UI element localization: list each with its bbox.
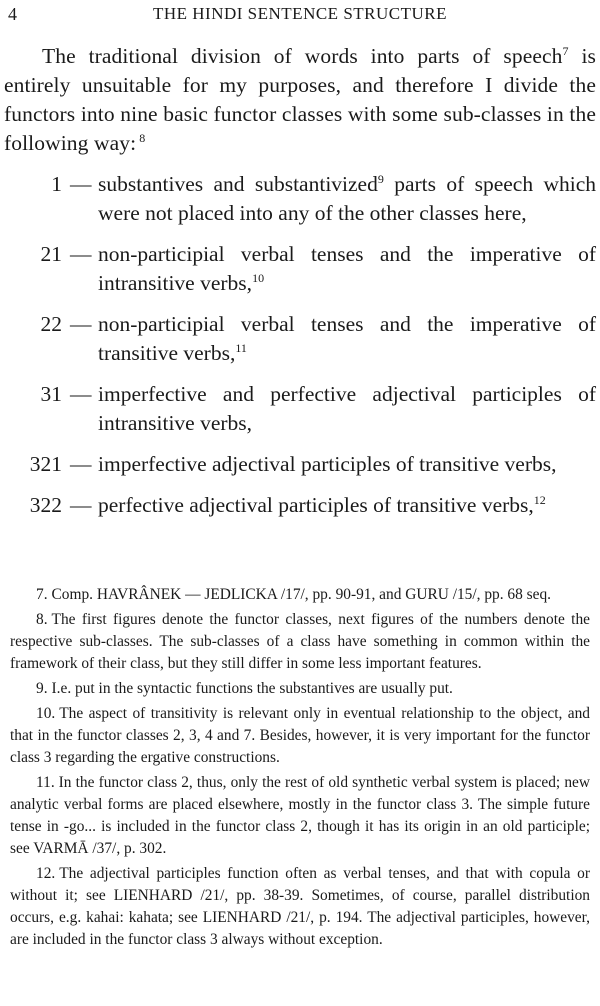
- footnote-8: [10, 609, 590, 675]
- class-dash: —: [70, 382, 92, 406]
- functor-class-item: [4, 450, 596, 479]
- functor-class-list: [4, 170, 596, 520]
- footnote-ref-7: 7: [562, 43, 569, 58]
- intro-paragraph: [4, 42, 596, 158]
- footnote-12: [10, 863, 590, 951]
- class-dash: —: [70, 242, 92, 266]
- class-number: 22: [40, 312, 62, 336]
- intro-text-2: is entirely unsuitable for my purposes, and therefore I divide the functors into nine basic functor classes with some sub-classes in the following way:: [4, 44, 596, 155]
- functor-class-item: [4, 310, 596, 368]
- class-dash: —: [70, 312, 92, 336]
- footnote-ref: 12: [533, 492, 546, 507]
- running-head: THE HINDI SENTENCE STRUCTURE: [152, 4, 447, 23]
- class-description: [98, 310, 596, 368]
- footnote-text: I.e. put in the syntactic functions the substantives are usually put.: [51, 680, 453, 697]
- class-text: perfective adjectival participles of transitive verbs,: [98, 493, 534, 517]
- class-text: substantives and substantivized: [98, 172, 378, 196]
- class-number: 1: [51, 172, 62, 196]
- footnote-ref: 9: [377, 171, 384, 186]
- footnote-marker: 8.: [36, 611, 48, 628]
- footnote-text: The adjectival participles function often as verbal tenses, and that with copula or without it; see LIENHARD /21/, pp. 38-39. Sometimes, of course, parallel distribution occurs, e.g. kahai: kahata; see LIENHARD /21/, p. 194. The adjectival participles, however, are included in the functor class 3 always without exception.: [10, 865, 590, 948]
- footnote-text: In the functor class 2, thus, only the rest of old synthetic verbal system is placed; new analytic verbal forms are placed elsewhere, mostly in the functor class 3. The simple future tense in -go... is included in the functor class 2, though it has its origin in an old participle; see VARMĀ /37/, p. 302.: [10, 774, 590, 857]
- class-text: non-participial verbal tenses and the imperative of intransitive verbs,: [98, 242, 596, 295]
- class-dash: —: [70, 172, 92, 196]
- class-description: imperfective adjectival participles of transitive verbs,: [98, 452, 557, 476]
- footnote-marker: 10.: [36, 705, 56, 722]
- class-description: [98, 170, 596, 228]
- class-text: non-participial verbal tenses and the imperative of transitive verbs,: [98, 312, 596, 365]
- functor-class-item: [4, 491, 596, 520]
- class-number: 322: [29, 493, 62, 517]
- class-description: imperfective and perfective adjectival participles of intransitive verbs,: [98, 382, 596, 435]
- footnote-marker: 7.: [36, 586, 48, 603]
- class-number: 21: [40, 242, 62, 266]
- footnote-10: [10, 703, 590, 769]
- footnotes: [4, 584, 596, 951]
- class-dash: —: [70, 452, 92, 476]
- footnote-text: Comp. HAVRÂNEK — JEDLICKA /17/, pp. 90-91, and GURU /15/, pp. 68 seq.: [51, 586, 552, 603]
- intro-text: The traditional division of words into parts of speech: [42, 44, 563, 68]
- class-dash: —: [70, 493, 92, 517]
- class-text-2: parts of speech which were not placed into any of the other classes here,: [98, 172, 596, 225]
- class-number: 321: [29, 452, 62, 476]
- footnote-ref: 11: [235, 340, 247, 355]
- footnote-marker: 12.: [36, 865, 56, 882]
- footnote-marker: 11.: [36, 774, 55, 791]
- page-header: [4, 0, 596, 26]
- functor-class-item: [4, 170, 596, 228]
- footnote-11: [10, 772, 590, 860]
- footnote-9: [10, 678, 590, 700]
- functor-class-item: [4, 240, 596, 298]
- class-description: [98, 240, 596, 298]
- footnote-marker: 9.: [36, 680, 48, 697]
- page-number: 4: [8, 4, 17, 24]
- footnote-text: The first figures denote the functor classes, next figures of the numbers denote the respective sub-classes. The sub-classes of a class have something in common within the framework of their class, but they still differ in some less important features.: [10, 611, 590, 672]
- footnote-ref-8: 8: [136, 130, 146, 145]
- class-number: 31: [40, 382, 62, 406]
- footnote-7: [10, 584, 590, 606]
- footnote-text: The aspect of transitivity is relevant only in eventual relationship to the object, and that in the functor classes 2, 3, 4 and 7. Besides, however, it is very important for the functor class 3 regarding the ergative constructions.: [10, 705, 590, 766]
- functor-class-item: [4, 380, 596, 438]
- class-description: [98, 491, 596, 520]
- footnote-ref: 10: [252, 270, 265, 285]
